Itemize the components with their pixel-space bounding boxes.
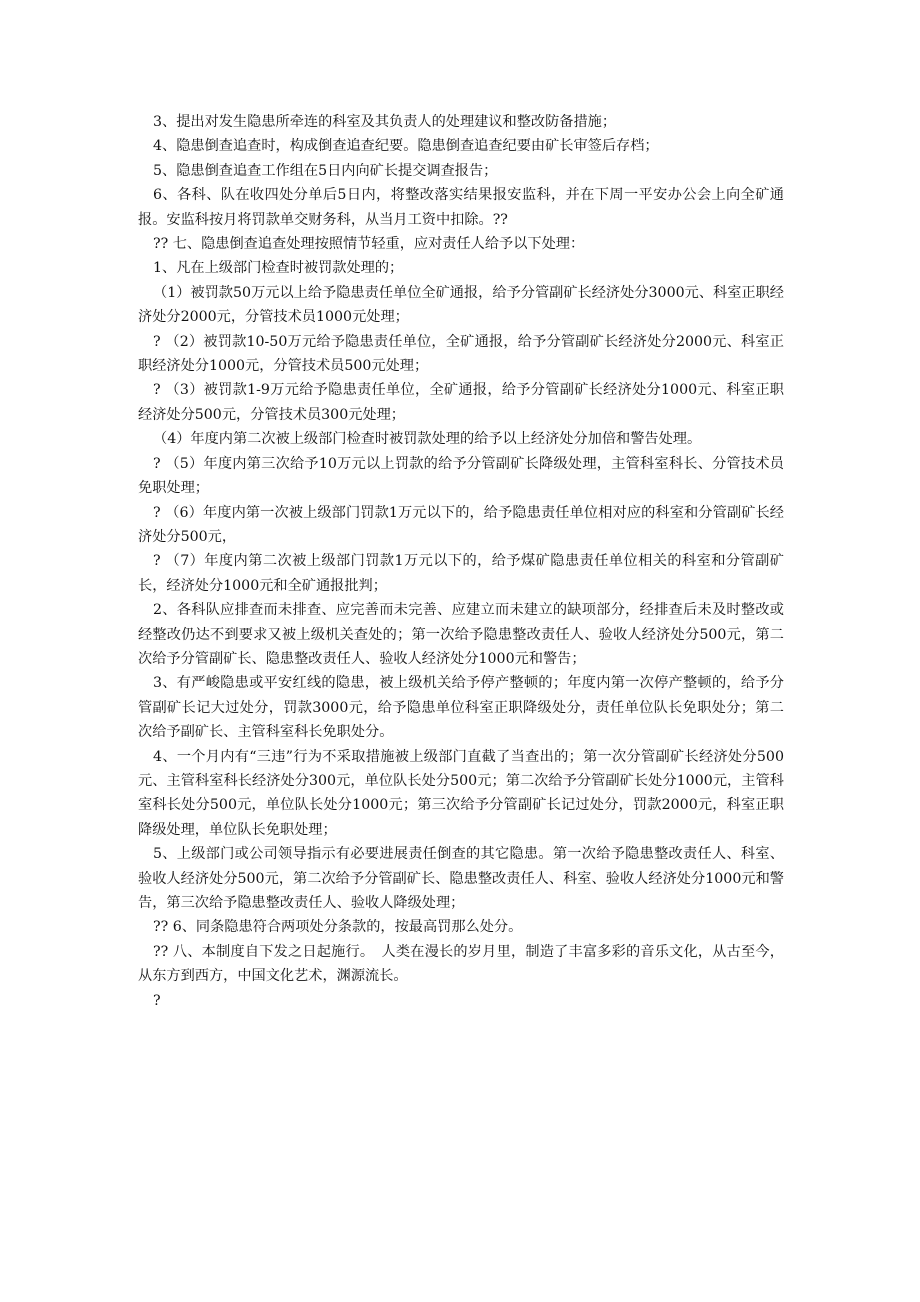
list-item: ? （2）被罚款10-50万元给予隐患责任单位，全矿通报，给予分管副矿长经济处分2000元、科室正职经济处分1000元，分管技术员500元处理； [138, 333, 784, 375]
list-item: ? （5）年度内第三次给予10万元以上罚款的给予分管副矿长降级处理，主管科室科长、分管技术员免职处理； [138, 455, 784, 497]
section-heading: ?? 七、隐患倒查追查处理按照情节轻重，应对责任人给予以下处理： [153, 236, 585, 253]
list-item: （1）被罚款50万元以上给予隐患责任单位全矿通报，给予分管副矿长经济处分3000元、科室正职经济处分2000元，分管技术员1000元处理； [138, 284, 784, 326]
paragraph: 1、凡在上级部门检查时被罚款处理的； [153, 260, 404, 277]
document-body [138, 110, 784, 1013]
paragraph: 6、各科、队在收四处分单后5日内，将整改落实结果报安监科，并在下周一平安办公会上向全矿通报。安监科按月将罚款单交财务科，从当月工资中扣除。?? [138, 187, 784, 228]
paragraph: ? [153, 992, 161, 1009]
list-item: ? （3）被罚款1-9万元给予隐患责任单位，全矿通报，给予分管副矿长经济处分1000元、科室正职经济处分500元，分管技术员300元处理； [138, 382, 784, 423]
list-item: ? （6）年度内第一次被上级部门罚款1万元以下的，给予隐患责任单位相对应的科室和分管副矿长经济处分500元， [138, 504, 784, 545]
paragraph: 5、上级部门或公司领导指示有必要进展责任倒查的其它隐患。第一次给予隐患整改责任人、科室、验收人经济处分500元，第二次给予分管副矿长、隐患整改责任人、科室、验收人经济处分1000元和警告，第三次给予隐患整改责任人、验收人降级处理； [138, 846, 784, 911]
paragraph: 3、提出对发生隐患所牵连的科室及其负责人的处理建议和整改防备措施； [153, 114, 617, 130]
paragraph: 5、隐患倒查追查工作组在5日内向矿长提交调查报告； [153, 162, 498, 179]
paragraph: 2、各科队应排查而未排查、应完善而未完善、应建立而未建立的缺项部分，经排查后未及时整改或经整改仍达不到要求又被上级机关查处的；第一次给予隐患整改责任人、验收人经济处分500元，第二次给予分管副矿长、隐患整改责任人、验收人经济处分1000元和警告； [138, 602, 784, 667]
list-item: （4）年度内第二次被上级部门检查时被罚款处理的给予以上经济处分加倍和警告处理。 [153, 431, 702, 448]
paragraph: ?? 6、同条隐患符合两项处分条款的，按最高罚那么处分。 [153, 919, 523, 936]
list-item: ? （7）年度内第二次被上级部门罚款1万元以下的，给予煤矿隐患责任单位相关的科室和分管副矿长，经济处分1000元和全矿通报批判； [138, 553, 784, 594]
paragraph: 4、一个月内有“三违”行为不采取措施被上级部门直截了当查出的；第一次分管副矿长经济处分500元、主管科室科长经济处分300元，单位队长处分500元；第二次给予分管副矿长处分1000元，主管科室科长处分500元，单位队长处分1000元；第三次给予分管副矿长记过处分，罚款2000元，科室正职降级处理，单位队长免职处理； [138, 748, 784, 838]
paragraph: 4、隐患倒查追查时，构成倒查追查纪要。隐患倒查追查纪要由矿长审签后存档； [153, 138, 659, 155]
section-heading: ?? 八、本制度自下发之日起施行。 人类在漫长的岁月里，制造了丰富多彩的音乐文化，从古至今，从东方到西方，中国文化艺术，渊源流长。 [138, 943, 784, 985]
paragraph: 3、有严峻隐患或平安红线的隐患，被上级机关给予停产整顿的；年度内第一次停产整顿的，给予分管副矿长记大过处分，罚款3000元，给予隐患单位科室正职降级处分，责任单位队长免职处分；第二次给予副矿长、主管科室科长免职处分。 [138, 675, 784, 741]
